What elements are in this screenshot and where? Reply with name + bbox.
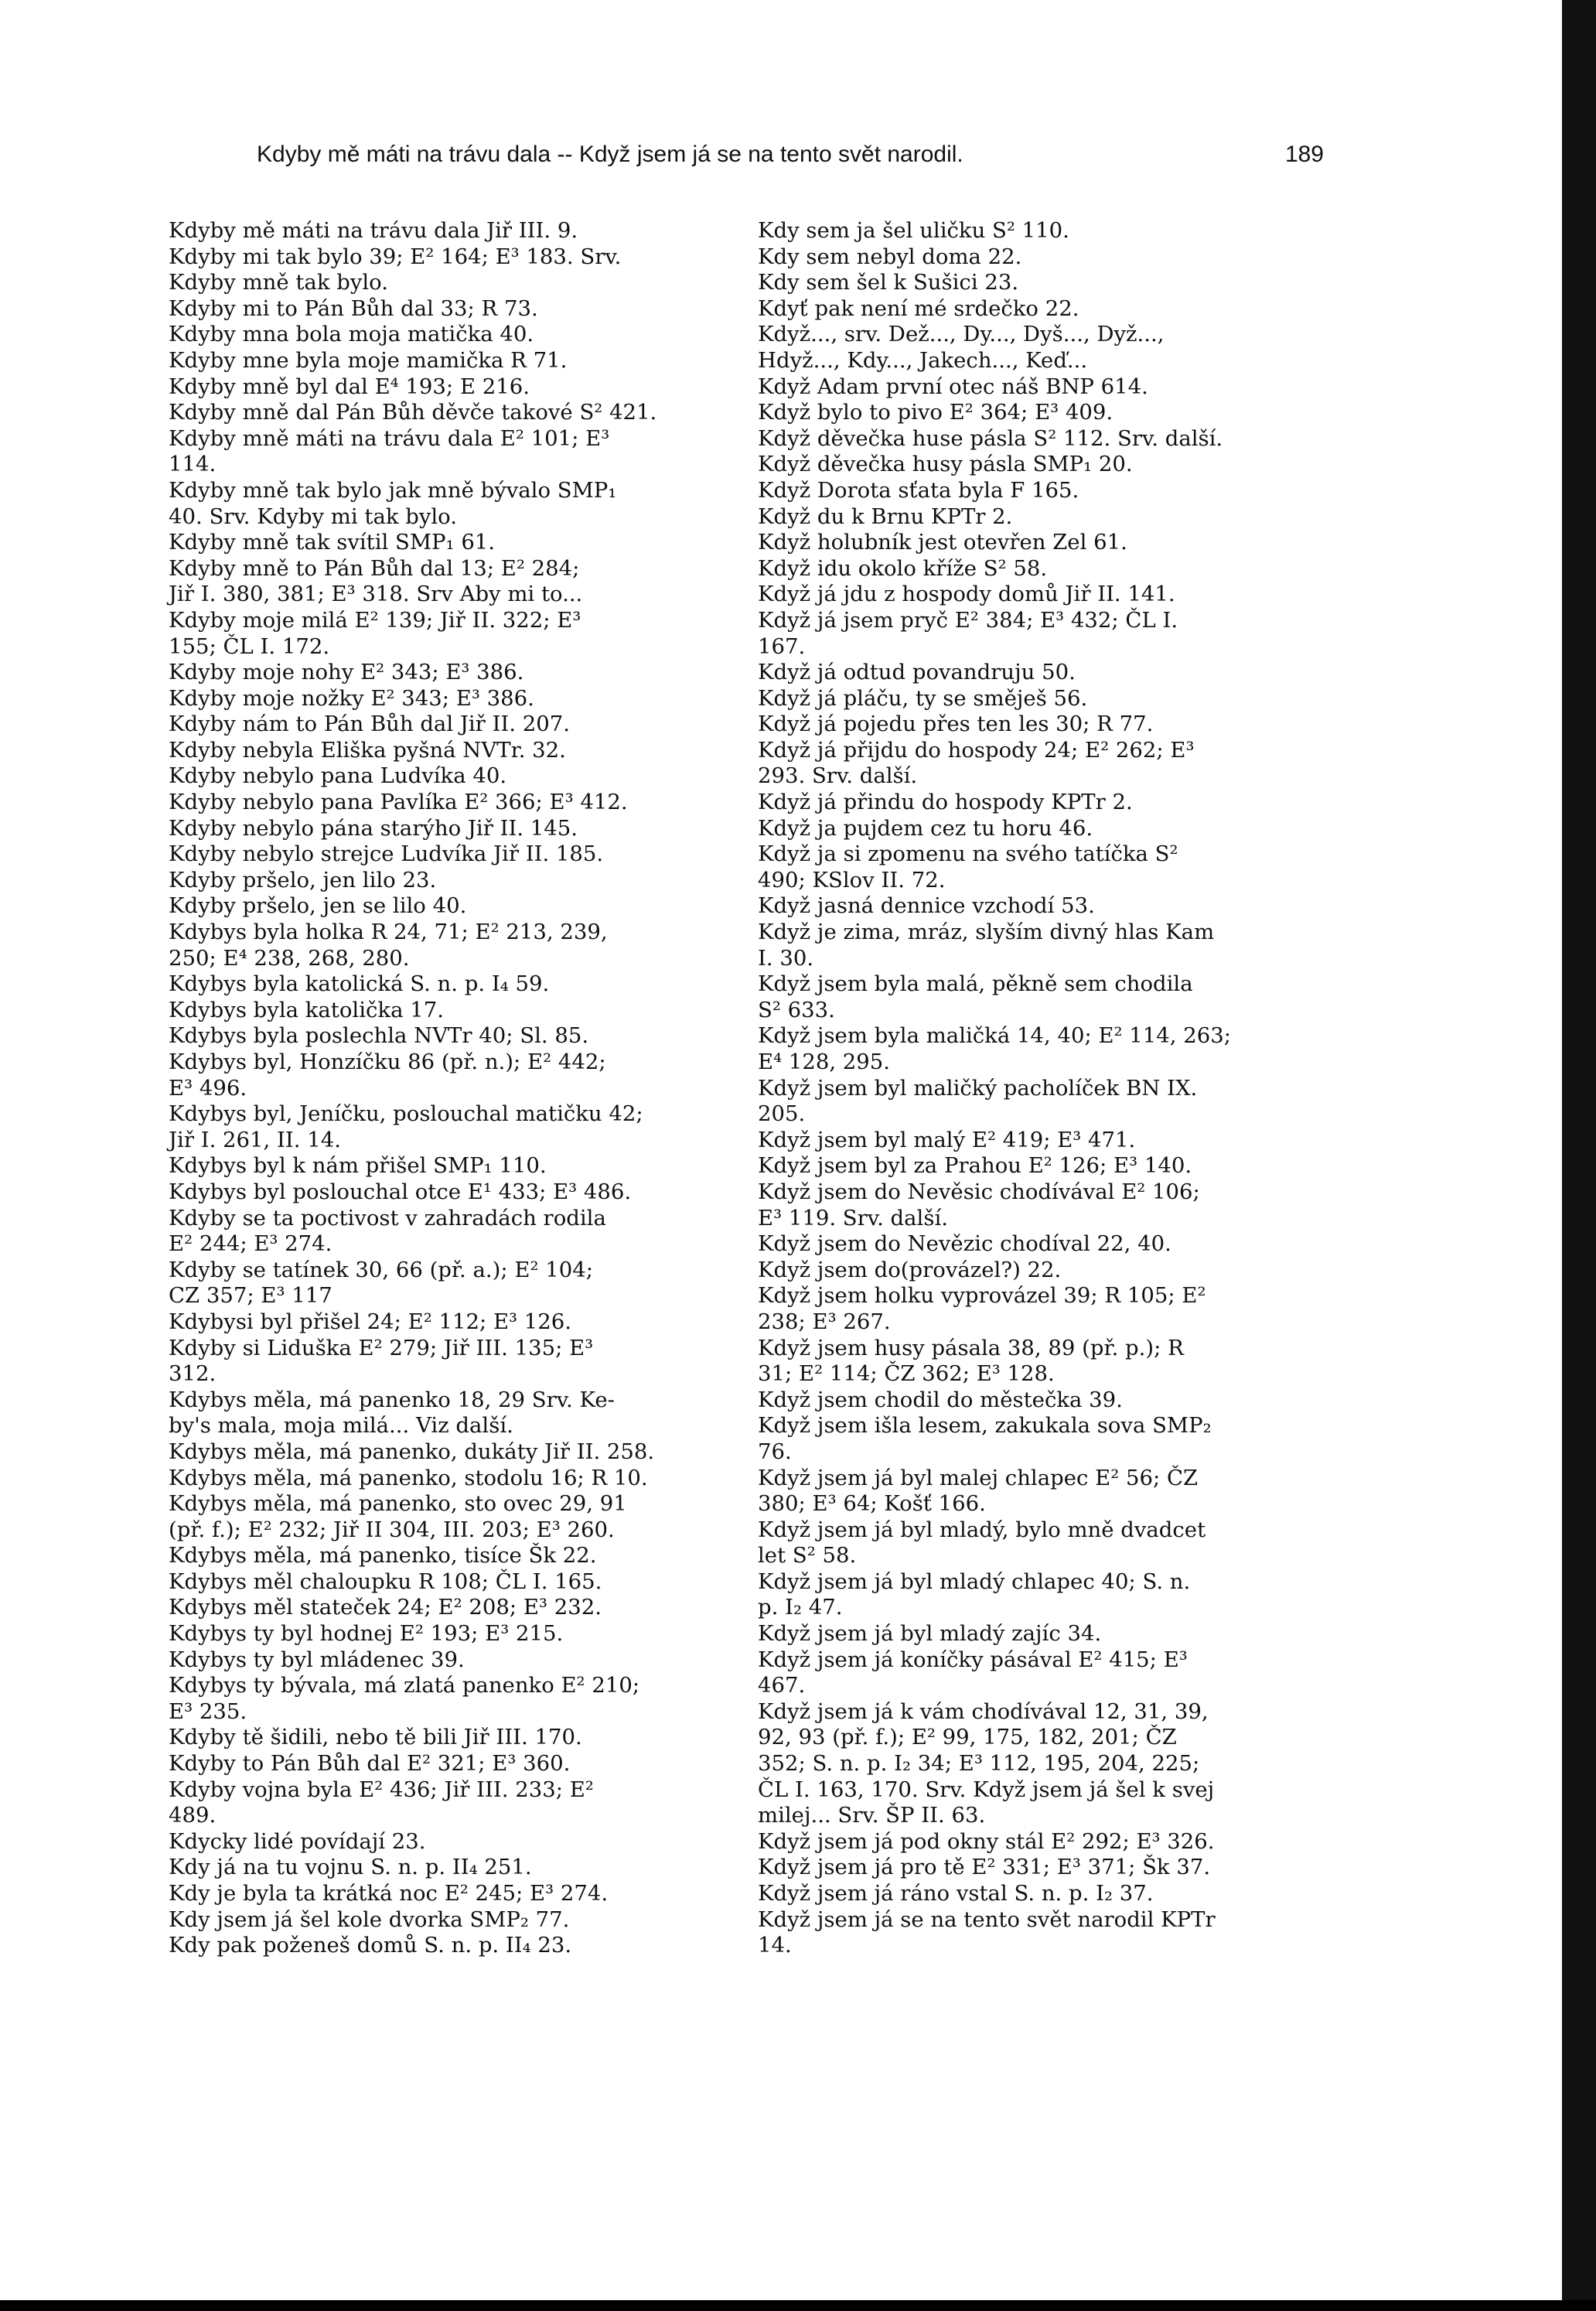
index-entry-line: Kdybys byl k nám přišel SMP₁ 110. [169, 1153, 547, 1179]
index-entry-line: E² 244; E³ 274. [169, 1231, 332, 1257]
index-entry [758, 712, 1330, 738]
index-entry [169, 1101, 741, 1153]
index-entry [169, 296, 741, 323]
index-entry [758, 1179, 1330, 1231]
index-entry [758, 218, 1330, 244]
index-entry-line: let S² 58. [758, 1543, 857, 1569]
index-entry [758, 1283, 1330, 1335]
index-entry [169, 660, 741, 686]
index-entry [169, 1543, 741, 1569]
index-entry-line: 250; E⁴ 238, 268, 280. [169, 945, 410, 971]
index-entry-line: Kdyby se ta poctivost v zahradách rodila [169, 1205, 606, 1231]
index-entry-line: Kdycky lidé povídají 23. [169, 1828, 426, 1854]
index-entry [758, 530, 1330, 556]
index-entry [758, 841, 1330, 893]
index-entry-line: Kdyby tě šidili, nebo tě bili Jiř III. 170. [169, 1725, 582, 1750]
index-entry-line: Kdyby mna bola moja matička 40. [169, 322, 534, 347]
index-entry [758, 374, 1330, 401]
index-entry-line: Když já jdu z hospody domů Jiř II. 141. [758, 582, 1175, 607]
index-entry [169, 1673, 741, 1725]
index-entry [758, 426, 1330, 452]
index-entry-line: 312. [169, 1361, 217, 1387]
index-entry-line: 114. [169, 452, 217, 477]
index-entry [758, 1569, 1330, 1621]
index-entry [758, 296, 1330, 323]
index-entry-line: CZ 357; E³ 117 [169, 1283, 332, 1309]
index-entry [758, 920, 1330, 971]
index-entry [758, 1231, 1330, 1258]
index-entry [169, 1491, 741, 1543]
index-entry [169, 322, 741, 348]
index-entry [169, 920, 741, 971]
index-entry [169, 1907, 741, 1934]
index-entry-line: 489. [169, 1803, 217, 1828]
index-entry-line: Když bylo to pivo E² 364; E³ 409. [758, 400, 1113, 425]
index-entry-line: 167. [758, 633, 806, 659]
index-entry-line: Kdyby moje nohy E² 343; E³ 386. [169, 660, 524, 685]
index-entry [758, 1076, 1330, 1128]
index-entry [169, 478, 741, 530]
index-entry [758, 816, 1330, 842]
index-entry-line: I. 30. [758, 945, 814, 971]
index-entry-line: Když jsem išla lesem, zakukala sova SMP₂ [758, 1413, 1212, 1439]
index-entry-line: Kdybys ty byl hodnej E² 193; E³ 215. [169, 1621, 564, 1647]
index-entry-line: 352; S. n. p. I₂ 34; E³ 112, 195, 204, 225; [758, 1751, 1200, 1777]
index-entry-line: Kdyby vojna byla E² 436; Jiř III. 233; E² [169, 1777, 594, 1802]
index-entry-line: Kdyby nebyla Eliška pyšná NVTr. 32. [169, 737, 566, 763]
index-entry-line: Kdyby mě máti na trávu dala Jiř III. 9. [169, 218, 578, 243]
index-entry-line: E³ 496. [169, 1075, 247, 1101]
index-entry-line: Kdyby mně máti na trávu dala E² 101; E³ [169, 425, 610, 451]
index-entry-line: Kdyby mně tak bylo. [169, 270, 388, 295]
index-entry [758, 1258, 1330, 1284]
index-entry-line: milej... Srv. ŠP II. 63. [758, 1803, 986, 1828]
index-entry [758, 608, 1330, 660]
index-entry [758, 1466, 1330, 1517]
index-entry [758, 1153, 1330, 1179]
index-entry-line: Když holubník jest otevřen Zel 61. [758, 530, 1127, 555]
index-entry [169, 790, 741, 816]
index-entry [169, 1569, 741, 1596]
index-entry-line: p. I₂ 47. [758, 1595, 843, 1620]
index-entry-line: Když jsem holku vyprovázel 39; R 105; E² [758, 1283, 1206, 1309]
index-entry [169, 1881, 741, 1907]
index-entry-line: E³ 235. [169, 1698, 247, 1724]
index-entry [758, 1336, 1330, 1388]
index-entry [169, 1023, 741, 1050]
index-entry-line: Kdyby moje nožky E² 343; E³ 386. [169, 685, 534, 711]
index-entry-line: Kdybys měla, má panenko, tisíce Šk 22. [169, 1543, 597, 1569]
index-entry-line: Když..., srv. Dež..., Dy..., Dyš..., Dyž..., [758, 322, 1165, 347]
index-entry-line: Kdybys měl chaloupku R 108; ČL I. 165. [169, 1569, 602, 1594]
index-entry-line: Kdybys byla katolička 17. [169, 997, 444, 1022]
index-entry-line: ČL I. 163, 170. Srv. Když jsem já šel k svej [758, 1777, 1215, 1802]
index-entry [758, 1855, 1330, 1881]
index-entry-line: Kdybysi byl přišel 24; E² 112; E³ 126. [169, 1309, 572, 1334]
index-entry-line: 92, 93 (př. f.); E² 99, 175, 182, 201; ČZ [758, 1725, 1177, 1750]
index-entry [758, 452, 1330, 478]
index-entry [169, 244, 741, 296]
page-edge-shadow [1562, 0, 1596, 2311]
index-entry-line: Když jsem já koníčky pásával E² 415; E³ [758, 1647, 1188, 1672]
index-entry-line: Když já jsem pryč E² 384; E³ 432; ČL I. [758, 607, 1178, 633]
index-entry [758, 971, 1330, 1023]
index-entry-line: Kdyby se tatínek 30, 66 (př. a.); E² 104; [169, 1257, 593, 1282]
index-entry [169, 1647, 741, 1674]
index-entry [169, 400, 741, 426]
index-entry [169, 1751, 741, 1777]
index-entry-line: Když jsem husy pásala 38, 89 (př. p.); R [758, 1335, 1184, 1360]
index-entry [758, 1621, 1330, 1647]
index-entry-line: E⁴ 128, 295. [758, 1050, 891, 1074]
index-entry [758, 270, 1330, 296]
index-entry-line: Když jsem já byl malej chlapec E² 56; ČZ [758, 1465, 1199, 1490]
index-entry-line: Kdyby nebylo pána starýho Jiř II. 145. [169, 815, 578, 841]
index-entry-line: Jiř I. 380, 381; E³ 318. Srv Aby mi to... [169, 582, 583, 607]
index-entry-line: Když ja pujdem cez tu horu 46. [758, 815, 1093, 841]
index-entry-line: Hdyž..., Kdy..., Jakech..., Keď... [758, 347, 1088, 373]
index-entry [758, 790, 1330, 816]
index-entry-line: Když idu okolo kříže S² 58. [758, 555, 1048, 581]
index-entry-line: Kdyť pak není mé srdečko 22. [758, 295, 1079, 321]
index-entry-line: Kdybys měla, má panenko, sto ovec 29, 91 [169, 1491, 627, 1517]
index-entry-line: Když jsem já se na tento svět narodil KPTr [758, 1906, 1216, 1932]
index-entry-line: Když jsem já byl mladý, bylo mně dvadcet [758, 1517, 1206, 1542]
index-entry-line: Když jsem do(provázel?) 22. [758, 1257, 1062, 1282]
index-entry [758, 244, 1330, 271]
index-entry-line: Když jsem chodil do městečka 39. [758, 1387, 1123, 1412]
index-entry-line: Kdyby mně tak svítil SMP₁ 61. [169, 530, 496, 555]
index-entry [169, 712, 741, 738]
index-entry-line: Kdyby moje milá E² 139; Jiř II. 322; E³ [169, 607, 581, 633]
index-entry-line: Když já přindu do hospody KPTr 2. [758, 790, 1133, 815]
index-entry [758, 686, 1330, 712]
index-entry [758, 582, 1330, 608]
index-entry-line: S² 633. [758, 997, 835, 1022]
index-entry-line: Kdy já na tu vojnu S. n. p. II₄ 251. [169, 1855, 532, 1880]
index-entry-line: Kdyby mně byl dal E⁴ 193; E 216. [169, 374, 530, 399]
index-entry [169, 1439, 741, 1466]
index-entry-line: Když jsem byla malá, pěkně sem chodila [758, 971, 1193, 997]
index-entry [169, 374, 741, 401]
index-entry [169, 738, 741, 764]
index-entry-line: 490; KSlov II. 72. [758, 867, 946, 893]
index-entry-line: Kdyby nebylo strejce Ludvíka Jiř II. 185. [169, 841, 604, 867]
index-entry-line: 14. [758, 1933, 792, 1958]
index-entry-line: Kdy pak poženeš domů S. n. p. II₄ 23. [169, 1933, 572, 1958]
index-entry-line: 293. Srv. další. [758, 763, 918, 789]
index-entry-line: Kdyby pršelo, jen se lilo 40. [169, 893, 467, 919]
index-entry [169, 841, 741, 868]
index-entry [169, 1777, 741, 1829]
index-entry [169, 1388, 741, 1439]
index-column-right [758, 218, 1330, 1959]
index-entry [758, 1517, 1330, 1569]
index-entry-line: Kdyby pršelo, jen lilo 23. [169, 867, 437, 893]
page-number: 189 [1284, 142, 1324, 167]
index-entry [758, 1647, 1330, 1699]
index-entry-line: Kdybys ty bývala, má zlatá panenko E² 210; [169, 1673, 640, 1698]
index-entry-line: Když já přijdu do hospody 24; E² 262; E³ [758, 737, 1195, 763]
index-entry-line: Když jsem já ráno vstal S. n. p. I₂ 37. [758, 1881, 1154, 1906]
index-entry [758, 1881, 1330, 1907]
running-title: Kdyby mě máti na trávu dala -- Když jsem já se na tento svět narodil. [257, 142, 963, 167]
index-entry [169, 1855, 741, 1881]
index-entry [169, 998, 741, 1024]
index-entry-line: Kdy jsem já šel kole dvorka SMP₂ 77. [169, 1906, 570, 1932]
index-entry-line: Kdybys měla, má panenko, dukáty Jiř II. 258. [169, 1439, 655, 1464]
index-entry-line: 467. [758, 1673, 806, 1698]
index-entry [169, 218, 741, 244]
index-entry-line: Když jsem já pod okny stál E² 292; E³ 326. [758, 1828, 1215, 1854]
index-entry [169, 608, 741, 660]
index-entry-line: Když Dorota sťata byla F 165. [758, 477, 1079, 503]
index-entry-line: Kdybys měla, má panenko 18, 29 Srv. Ke- [169, 1387, 615, 1412]
index-entry-line: Když jsem byla maličká 14, 40; E² 114, 263; [758, 1023, 1232, 1049]
index-entry-line: 155; ČL I. 172. [169, 633, 330, 659]
running-head [257, 138, 1324, 172]
index-entry [758, 556, 1330, 582]
index-entry [169, 530, 741, 556]
index-entry [758, 478, 1330, 504]
index-entry [169, 1336, 741, 1388]
index-entry [169, 1258, 741, 1309]
index-entry-line: Když jsem já k vám chodívával 12, 31, 39, [758, 1698, 1209, 1724]
index-entry [758, 1907, 1330, 1959]
index-entry-line: Když Adam první otec náš BNP 614. [758, 374, 1148, 399]
index-entry [169, 1179, 741, 1206]
index-entry-line: Když ja si zpomenu na svého tatíčka S² [758, 841, 1178, 867]
index-entry-line: Když jsem já byl mladý zajíc 34. [758, 1621, 1102, 1647]
index-entry [758, 322, 1330, 374]
index-entry-line: 205. [758, 1101, 806, 1127]
index-entry-line: Když jsem do Nevěsic chodívával E² 106; [758, 1179, 1200, 1204]
index-entry-line: Kdyby mi to Pán Bůh dal 33; R 73. [169, 295, 538, 321]
index-entry-line: 380; E³ 64; Košť 166. [758, 1491, 986, 1517]
index-entry [169, 556, 741, 608]
index-entry [169, 686, 741, 712]
index-entry [758, 400, 1330, 426]
index-entry [169, 1829, 741, 1855]
index-entry-line: Kdy je byla ta krátká noc E² 245; E³ 274. [169, 1881, 609, 1906]
index-entry-line: Kdybys byl, Jeníčku, poslouchal matičku 42; [169, 1101, 643, 1127]
index-entry-line: Kdybys byl, Honzíčku 86 (př. n.); E² 442; [169, 1050, 606, 1074]
index-entry [169, 348, 741, 374]
index-entry-line: Když já pláču, ty se směješ 56. [758, 685, 1088, 711]
index-entry-line: Když jsem byl za Prahou E² 126; E³ 140. [758, 1153, 1192, 1179]
index-entry-line: Kdy sem nebyl doma 22. [758, 244, 1022, 269]
index-entry [758, 1829, 1330, 1855]
index-entry-line: Když jasná dennice vzchodí 53. [758, 893, 1095, 919]
index-entry-line: 76. [758, 1439, 792, 1464]
index-entry-line: Když jsem do Nevězic chodíval 22, 40. [758, 1231, 1171, 1257]
index-entry-line: 40. Srv. Kdyby mi tak bylo. [169, 504, 457, 529]
page-bottom-edge [0, 2300, 1596, 2311]
index-entry-line: Kdyby mně tak bylo jak mně bývalo SMP₁ [169, 477, 617, 503]
index-column-left [169, 218, 741, 1959]
index-entry [758, 660, 1330, 686]
index-entry [169, 1595, 741, 1621]
index-entry-line: Kdy sem šel k Sušici 23. [758, 270, 1019, 295]
index-entry-line: (př. f.); E² 232; Jiř II 304, III. 203; E³ 260. [169, 1517, 615, 1542]
index-entry [758, 1413, 1330, 1465]
index-entry [169, 868, 741, 894]
index-entry-line: by's mala, moja milá... Viz další. [169, 1413, 513, 1439]
index-entry-line: Kdyby mi tak bylo 39; E² 164; E³ 183. Srv. [169, 244, 622, 269]
index-entry-line: Když děvečka huse pásla S² 112. Srv. další. [758, 425, 1223, 451]
index-entry [169, 1309, 741, 1336]
index-entry [169, 1206, 741, 1258]
index-entry-line: Kdyby nám to Pán Bůh dal Jiř II. 207. [169, 712, 571, 737]
index-entry [169, 971, 741, 998]
index-entry [169, 426, 741, 478]
index-entry [169, 1621, 741, 1647]
index-entry-line: Kdyby to Pán Bůh dal E² 321; E³ 360. [169, 1751, 571, 1777]
index-entry [169, 1725, 741, 1751]
index-entry-line: Když jsem já pro tě E² 331; E³ 371; Šk 37. [758, 1855, 1211, 1880]
index-entry-line: Kdyby mne byla moje mamička R 71. [169, 347, 568, 373]
index-entry-line: Kdybys byl poslouchal otce E¹ 433; E³ 486. [169, 1179, 632, 1204]
index-entry [169, 1153, 741, 1179]
index-entry-line: Kdybys měla, má panenko, stodolu 16; R 10. [169, 1465, 648, 1490]
index-entry-line: Kdybys ty byl mládenec 39. [169, 1647, 465, 1672]
index-entry [758, 1128, 1330, 1154]
index-entry-line: Kdybys byla holka R 24, 71; E² 213, 239, [169, 920, 608, 945]
index-entry [758, 504, 1330, 531]
index-entry-line: 238; E³ 267. [758, 1309, 891, 1334]
index-entry-line: Když děvečka husy pásla SMP₁ 20. [758, 452, 1133, 477]
index-entry-line: Jiř I. 261, II. 14. [169, 1127, 341, 1152]
index-entry-line: E³ 119. Srv. další. [758, 1205, 948, 1231]
index-entry-line: Kdy sem ja šel uličku S² 110. [758, 218, 1069, 243]
index-entry-line: Kdybys byla katolická S. n. p. I₄ 59. [169, 971, 550, 997]
index-entry-line: Když du k Brnu KPTr 2. [758, 504, 1013, 529]
index-entry-line: Když já pojedu přes ten les 30; R 77. [758, 712, 1154, 737]
index-entry-line: Kdyby nebylo pana Ludvíka 40. [169, 763, 507, 789]
index-entry-line: Kdyby mně to Pán Bůh dal 13; E² 284; [169, 555, 580, 581]
index-entry [758, 738, 1330, 790]
index-entry [169, 816, 741, 842]
index-entry-line: 31; E² 114; ČZ 362; E³ 128. [758, 1361, 1055, 1387]
index-entry-line: Když jsem byl maličký pacholíček BN IX. [758, 1075, 1198, 1101]
index-entry-line: Když já odtud povandruju 50. [758, 660, 1076, 685]
index-entry-line: Když jsem já byl mladý chlapec 40; S. n. [758, 1569, 1191, 1594]
index-entry-line: Kdybys měl stateček 24; E² 208; E³ 232. [169, 1595, 602, 1620]
index-entry [758, 1699, 1330, 1829]
index-entry-line: Kdyby mně dal Pán Bůh děvče takové S² 421. [169, 400, 657, 425]
index-entry [169, 1050, 741, 1101]
index-entry [169, 763, 741, 790]
index-entry [758, 893, 1330, 920]
index-entry-line: Když jsem byl malý E² 419; E³ 471. [758, 1127, 1136, 1152]
index-entry [169, 1933, 741, 1959]
index-entry-line: Kdyby nebylo pana Pavlíka E² 366; E³ 412. [169, 790, 628, 815]
index-entry [758, 1388, 1330, 1414]
index-entry-line: Kdyby si Liduška E² 279; Jiř III. 135; E³ [169, 1335, 594, 1360]
index-entry-line: Když je zima, mráz, slyším divný hlas Kam [758, 920, 1215, 945]
index-entry [169, 893, 741, 920]
index-entry [169, 1466, 741, 1492]
index-entry [758, 1023, 1330, 1075]
index-entry-line: Kdybys byla poslechla NVTr 40; Sl. 85. [169, 1023, 589, 1049]
